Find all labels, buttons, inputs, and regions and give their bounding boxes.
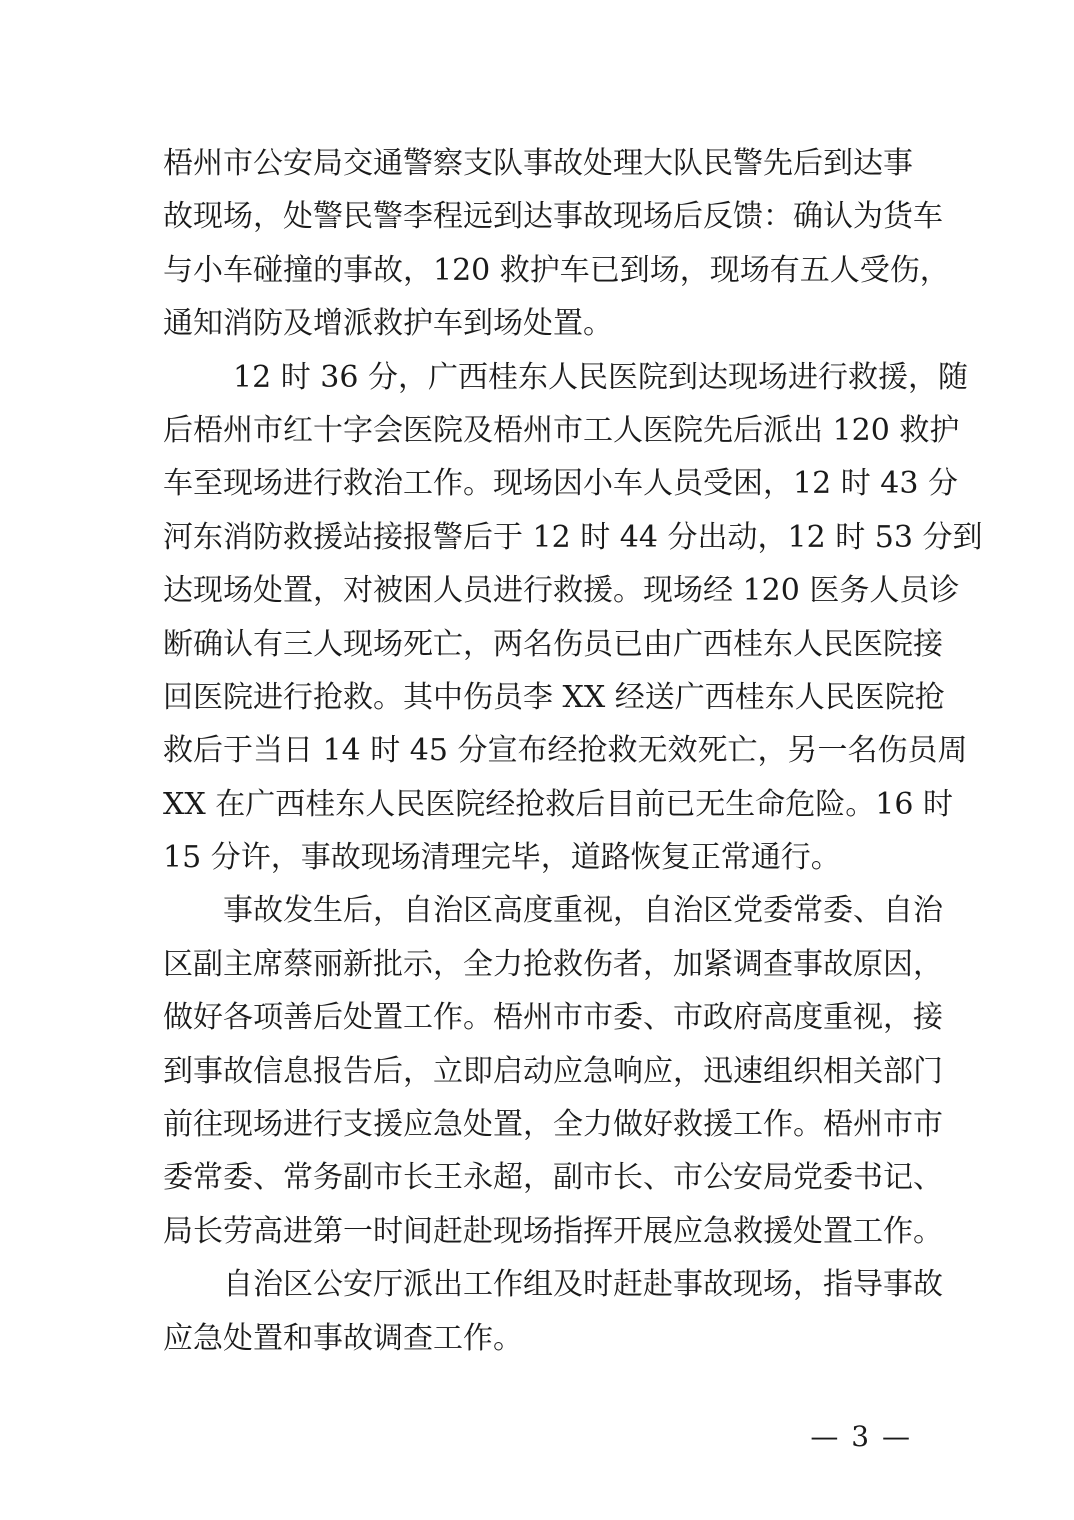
text-line: 前往现场进行支援应急处置，全力做好救援工作。梧州市市 xyxy=(163,1107,943,1143)
text-line: 局长劳高进第一时间赶赴现场指挥开展应急救援处置工作。 xyxy=(163,1213,943,1249)
text-line: 委常委、常务副市长王永超，副市长、市公安局党委书记、 xyxy=(163,1160,943,1196)
text-line: 车至现场进行救治工作。现场因小车人员受困，12 时 43 分 xyxy=(163,466,958,502)
text-line: 达现场处置，对被困人员进行救援。现场经 120 医务人员诊 xyxy=(163,573,960,609)
text-line: 15 分许，事故现场清理完毕，道路恢复正常通行。 xyxy=(163,840,841,876)
text-line: 回医院进行抢救。其中伤员李 XX 经送广西桂东人民医院抢 xyxy=(163,679,945,715)
text-line: 与小车碰撞的事故，120 救护车已到场，现场有五人受伤， xyxy=(163,252,950,288)
text-line: 后梧州市红十字会医院及梧州市工人医院先后派出 120 救护 xyxy=(163,412,960,448)
text-line: 断确认有三人现场死亡，两名伤员已由广西桂东人民医院接 xyxy=(163,626,943,662)
text-line: 做好各项善后处置工作。梧州市市委、市政府高度重视，接 xyxy=(163,1000,943,1036)
text-line: 梧州市公安局交通警察支队事故处理大队民警先后到达事 xyxy=(163,146,913,181)
text-line: 故现场，处警民警李程远到达事故现场后反馈：确认为货车 xyxy=(163,199,943,235)
text-line: 自治区公安厅派出工作组及时赶赴事故现场，指导事故 xyxy=(223,1267,943,1303)
text-line: 事故发生后，自治区高度重视，自治区党委常委、自治 xyxy=(223,893,943,929)
page-number: — 3 — xyxy=(810,1420,912,1453)
text-line: 区副主席蔡丽新批示，全力抢救伤者，加紧调查事故原因， xyxy=(163,946,943,982)
text-line: XX 在广西桂东人民医院经抢救后目前已无生命危险。16 时 xyxy=(163,786,953,822)
text-line: 应急处置和事故调查工作。 xyxy=(163,1320,523,1356)
text-line: 通知消防及增派救护车到场处置。 xyxy=(163,306,613,342)
document-body xyxy=(163,137,983,1365)
text-line: 到事故信息报告后，立即启动应急响应，迅速组织相关部门 xyxy=(163,1053,943,1089)
text-line: 救后于当日 14 时 45 分宣布经抢救无效死亡，另一名伤员周 xyxy=(163,733,968,769)
text-line: 12 时 36 分，广西桂东人民医院到达现场进行救援，随 xyxy=(233,359,968,395)
text-line: 河东消防救援站接报警后于 12 时 44 分出动，12 时 53 分到 xyxy=(163,519,983,555)
